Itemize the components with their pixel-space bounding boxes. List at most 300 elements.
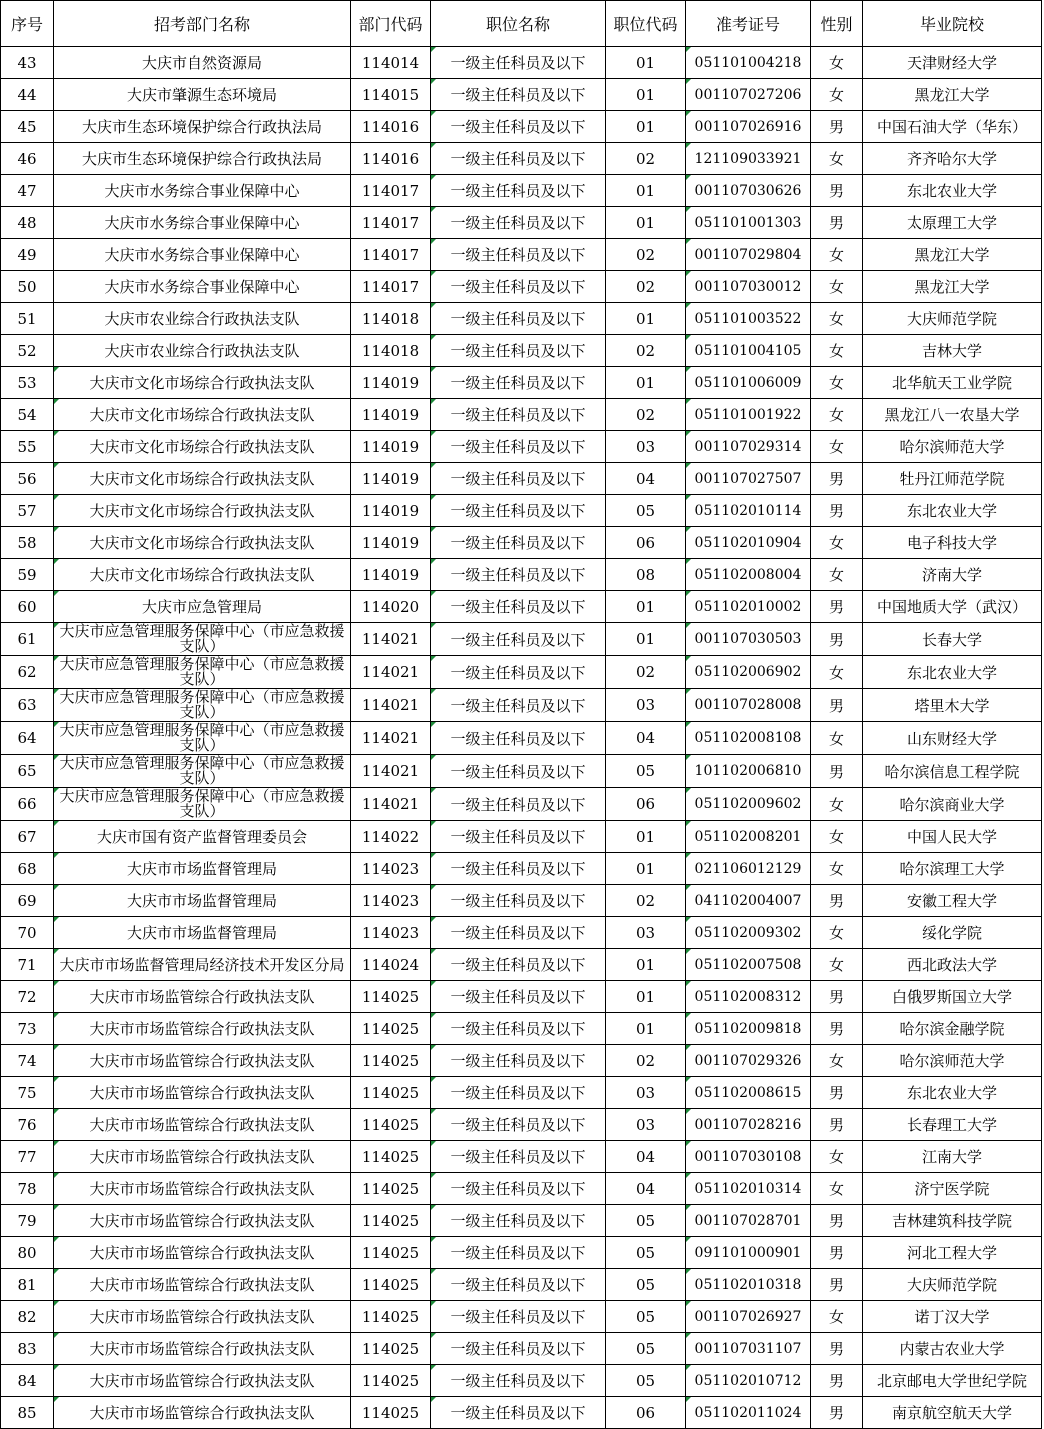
cell-index: 53: [1, 367, 54, 399]
cell-gender: 男: [811, 755, 863, 788]
cell-school: 塔里木大学: [863, 689, 1042, 722]
cell-position: 一级主任科员及以下: [431, 303, 606, 335]
cell-position-code: 01: [606, 623, 686, 656]
table-row: [1, 981, 1042, 1013]
cell-position: 一级主任科员及以下: [431, 917, 606, 949]
table-row: [1, 623, 1042, 656]
cell-department-code: 114014: [351, 47, 431, 79]
cell-department: 大庆市市场监管综合行政执法支队: [54, 1013, 351, 1045]
cell-school: 黑龙江大学: [863, 79, 1042, 111]
cell-department-code: 114017: [351, 239, 431, 271]
table-row: [1, 1269, 1042, 1301]
cell-position: 一级主任科员及以下: [431, 1205, 606, 1237]
table-row: [1, 1333, 1042, 1365]
cell-department-code: 114025: [351, 1205, 431, 1237]
table-row: [1, 271, 1042, 303]
cell-school: 大庆师范学院: [863, 1269, 1042, 1301]
cell-position-code: 04: [606, 1141, 686, 1173]
cell-index: 74: [1, 1045, 54, 1077]
cell-department-code: 114025: [351, 981, 431, 1013]
cell-gender: 男: [811, 175, 863, 207]
cell-school: 长春理工大学: [863, 1109, 1042, 1141]
table-row: [1, 755, 1042, 788]
cell-position: 一级主任科员及以下: [431, 495, 606, 527]
cell-gender: 男: [811, 1269, 863, 1301]
cell-department-text: 大庆市应急管理服务保障中心（市应急救援支队）: [59, 722, 345, 754]
table-row: [1, 463, 1042, 495]
cell-school: 济南大学: [863, 559, 1042, 591]
table-row: [1, 399, 1042, 431]
cell-department: [54, 788, 351, 821]
cell-exam-id: 051102008312: [686, 981, 811, 1013]
cell-position-code: 01: [606, 111, 686, 143]
cell-department-code: 114025: [351, 1333, 431, 1365]
cell-gender: 女: [811, 79, 863, 111]
table-row: [1, 1141, 1042, 1173]
cell-department-code: 114016: [351, 111, 431, 143]
table-row: [1, 788, 1042, 821]
cell-school: 江南大学: [863, 1141, 1042, 1173]
cell-gender: 女: [811, 917, 863, 949]
cell-index: 85: [1, 1397, 54, 1429]
cell-gender: 男: [811, 981, 863, 1013]
cell-department: 大庆市文化市场综合行政执法支队: [54, 399, 351, 431]
cell-position-code: 01: [606, 79, 686, 111]
cell-school: 大庆师范学院: [863, 303, 1042, 335]
cell-exam-id: 051101004105: [686, 335, 811, 367]
cell-index: 84: [1, 1365, 54, 1397]
cell-department-code: 114022: [351, 821, 431, 853]
cell-department: 大庆市肇源生态环境局: [54, 79, 351, 111]
cell-gender: 女: [811, 1173, 863, 1205]
table-row: [1, 1109, 1042, 1141]
cell-position-code: 05: [606, 1205, 686, 1237]
cell-gender: 男: [811, 1365, 863, 1397]
cell-position-code: 02: [606, 335, 686, 367]
cell-gender: 男: [811, 1205, 863, 1237]
cell-position: 一级主任科员及以下: [431, 143, 606, 175]
cell-index: 49: [1, 239, 54, 271]
cell-exam-id: 001107027206: [686, 79, 811, 111]
cell-department-text: 大庆市应急管理服务保障中心（市应急救援支队）: [59, 788, 345, 820]
cell-department-code: 114019: [351, 559, 431, 591]
header-school: 毕业院校: [863, 1, 1042, 47]
cell-gender: 男: [811, 591, 863, 623]
cell-position-code: 05: [606, 1333, 686, 1365]
cell-department: 大庆市文化市场综合行政执法支队: [54, 559, 351, 591]
cell-position-code: 01: [606, 591, 686, 623]
cell-exam-id: 051102009302: [686, 917, 811, 949]
table-row: [1, 949, 1042, 981]
cell-school: 南京航空航天大学: [863, 1397, 1042, 1429]
cell-position: 一级主任科员及以下: [431, 1077, 606, 1109]
table-row: [1, 917, 1042, 949]
cell-exam-id: 051102006902: [686, 656, 811, 689]
cell-department: [54, 689, 351, 722]
cell-exam-id: 001107026916: [686, 111, 811, 143]
cell-index: 67: [1, 821, 54, 853]
cell-gender: 女: [811, 1141, 863, 1173]
cell-department: 大庆市市场监管综合行政执法支队: [54, 981, 351, 1013]
cell-position-code: 01: [606, 1013, 686, 1045]
cell-department-code: 114023: [351, 917, 431, 949]
cell-position: 一级主任科员及以下: [431, 463, 606, 495]
cell-gender: 男: [811, 1237, 863, 1269]
cell-school: 山东财经大学: [863, 722, 1042, 755]
cell-gender: 女: [811, 656, 863, 689]
header-position-code: 职位代码: [606, 1, 686, 47]
cell-position-code: 05: [606, 1365, 686, 1397]
cell-gender: 女: [811, 949, 863, 981]
cell-department: [54, 755, 351, 788]
cell-index: 68: [1, 853, 54, 885]
cell-department-code: 114017: [351, 175, 431, 207]
cell-department: 大庆市农业综合行政执法支队: [54, 303, 351, 335]
cell-position-code: 02: [606, 656, 686, 689]
cell-position: 一级主任科员及以下: [431, 527, 606, 559]
table-row: [1, 335, 1042, 367]
cell-position-code: 08: [606, 559, 686, 591]
cell-position: 一级主任科员及以下: [431, 111, 606, 143]
cell-index: 65: [1, 755, 54, 788]
cell-position: 一级主任科员及以下: [431, 591, 606, 623]
cell-exam-id: 051101001303: [686, 207, 811, 239]
cell-exam-id: 021106012129: [686, 853, 811, 885]
cell-department: 大庆市市场监督管理局: [54, 853, 351, 885]
cell-exam-id: 051102007508: [686, 949, 811, 981]
cell-gender: 女: [811, 303, 863, 335]
cell-position-code: 06: [606, 527, 686, 559]
cell-index: 79: [1, 1205, 54, 1237]
cell-gender: 女: [811, 1045, 863, 1077]
cell-gender: 女: [811, 853, 863, 885]
cell-exam-id: 051102011024: [686, 1397, 811, 1429]
cell-department: 大庆市市场监管综合行政执法支队: [54, 1045, 351, 1077]
table-row: [1, 367, 1042, 399]
cell-school: 哈尔滨信息工程学院: [863, 755, 1042, 788]
header-row: [1, 1, 1042, 47]
cell-position-code: 02: [606, 143, 686, 175]
cell-department: 大庆市市场监管综合行政执法支队: [54, 1141, 351, 1173]
table-row: [1, 207, 1042, 239]
table-row: [1, 853, 1042, 885]
cell-index: 82: [1, 1301, 54, 1333]
cell-position: 一级主任科员及以下: [431, 1013, 606, 1045]
cell-department-text: 大庆市应急管理服务保障中心（市应急救援支队）: [59, 623, 345, 655]
table-row: [1, 559, 1042, 591]
cell-position-code: 04: [606, 463, 686, 495]
cell-department: [54, 722, 351, 755]
cell-department: 大庆市市场监督管理局: [54, 885, 351, 917]
cell-position-code: 02: [606, 399, 686, 431]
cell-department: 大庆市文化市场综合行政执法支队: [54, 367, 351, 399]
cell-position: 一级主任科员及以下: [431, 1173, 606, 1205]
cell-index: 66: [1, 788, 54, 821]
cell-position-code: 02: [606, 239, 686, 271]
cell-department: 大庆市市场监管综合行政执法支队: [54, 1397, 351, 1429]
cell-gender: 女: [811, 47, 863, 79]
header-department: 招考部门名称: [54, 1, 351, 47]
cell-gender: 女: [811, 335, 863, 367]
cell-department-code: 114020: [351, 591, 431, 623]
cell-department-code: 114017: [351, 207, 431, 239]
cell-position-code: 03: [606, 1109, 686, 1141]
cell-school: 北京邮电大学世纪学院: [863, 1365, 1042, 1397]
cell-index: 76: [1, 1109, 54, 1141]
cell-position-code: 02: [606, 1045, 686, 1077]
cell-exam-id: 051102010002: [686, 591, 811, 623]
cell-exam-id: 001107028701: [686, 1205, 811, 1237]
cell-department-code: 114015: [351, 79, 431, 111]
cell-department-code: 114021: [351, 623, 431, 656]
cell-exam-id: 051102008004: [686, 559, 811, 591]
cell-school: 东北农业大学: [863, 656, 1042, 689]
cell-department-code: 114025: [351, 1301, 431, 1333]
cell-school: 牡丹江师范学院: [863, 463, 1042, 495]
cell-gender: 女: [811, 1301, 863, 1333]
cell-gender: 男: [811, 1077, 863, 1109]
cell-position: 一级主任科员及以下: [431, 47, 606, 79]
cell-school: 哈尔滨师范大学: [863, 1045, 1042, 1077]
cell-position: 一级主任科员及以下: [431, 755, 606, 788]
cell-index: 54: [1, 399, 54, 431]
cell-position: 一级主任科员及以下: [431, 1141, 606, 1173]
cell-exam-id: 051102008201: [686, 821, 811, 853]
cell-position-code: 01: [606, 821, 686, 853]
cell-position: 一级主任科员及以下: [431, 207, 606, 239]
cell-department: 大庆市水务综合事业保障中心: [54, 271, 351, 303]
table-row: [1, 885, 1042, 917]
cell-position: 一级主任科员及以下: [431, 656, 606, 689]
cell-department: 大庆市市场监督管理局: [54, 917, 351, 949]
cell-position: 一级主任科员及以下: [431, 853, 606, 885]
cell-exam-id: 041102004007: [686, 885, 811, 917]
cell-school: 河北工程大学: [863, 1237, 1042, 1269]
cell-position-code: 01: [606, 981, 686, 1013]
cell-index: 62: [1, 656, 54, 689]
cell-position-code: 04: [606, 722, 686, 755]
cell-school: 中国石油大学（华东）: [863, 111, 1042, 143]
table-row: [1, 1365, 1042, 1397]
cell-exam-id: 001107030503: [686, 623, 811, 656]
cell-gender: 女: [811, 239, 863, 271]
cell-position-code: 06: [606, 1397, 686, 1429]
cell-department: 大庆市水务综合事业保障中心: [54, 239, 351, 271]
cell-position-code: 01: [606, 367, 686, 399]
cell-school: 东北农业大学: [863, 495, 1042, 527]
cell-gender: 男: [811, 1333, 863, 1365]
cell-gender: 女: [811, 821, 863, 853]
table-row: [1, 175, 1042, 207]
cell-department: 大庆市市场监督管理局经济技术开发区分局: [54, 949, 351, 981]
cell-school: 白俄罗斯国立大学: [863, 981, 1042, 1013]
cell-department: 大庆市市场监管综合行政执法支队: [54, 1269, 351, 1301]
cell-department-code: 114025: [351, 1013, 431, 1045]
cell-school: 黑龙江大学: [863, 271, 1042, 303]
cell-gender: 女: [811, 399, 863, 431]
cell-department: 大庆市农业综合行政执法支队: [54, 335, 351, 367]
cell-school: 哈尔滨金融学院: [863, 1013, 1042, 1045]
cell-index: 60: [1, 591, 54, 623]
cell-gender: 男: [811, 111, 863, 143]
header-index: 序号: [1, 1, 54, 47]
cell-school: 西北政法大学: [863, 949, 1042, 981]
cell-index: 44: [1, 79, 54, 111]
cell-exam-id: 001107029804: [686, 239, 811, 271]
cell-department-code: 114019: [351, 495, 431, 527]
cell-department-code: 114025: [351, 1109, 431, 1141]
cell-position-code: 05: [606, 1301, 686, 1333]
cell-index: 50: [1, 271, 54, 303]
cell-position: 一级主任科员及以下: [431, 885, 606, 917]
cell-exam-id: 001107028216: [686, 1109, 811, 1141]
cell-exam-id: 101102006810: [686, 755, 811, 788]
table-row: [1, 239, 1042, 271]
cell-exam-id: 121109033921: [686, 143, 811, 175]
cell-department-code: 114023: [351, 885, 431, 917]
cell-position: 一级主任科员及以下: [431, 239, 606, 271]
cell-department-code: 114018: [351, 335, 431, 367]
cell-exam-id: 001107028008: [686, 689, 811, 722]
header-gender: 性别: [811, 1, 863, 47]
cell-department: 大庆市生态环境保护综合行政执法局: [54, 111, 351, 143]
cell-exam-id: 051102008108: [686, 722, 811, 755]
cell-school: 太原理工大学: [863, 207, 1042, 239]
cell-position-code: 03: [606, 431, 686, 463]
cell-index: 58: [1, 527, 54, 559]
cell-school: 黑龙江大学: [863, 239, 1042, 271]
cell-gender: 男: [811, 885, 863, 917]
cell-department: 大庆市国有资产监督管理委员会: [54, 821, 351, 853]
cell-position: 一级主任科员及以下: [431, 949, 606, 981]
cell-school: 北华航天工业学院: [863, 367, 1042, 399]
cell-department: 大庆市文化市场综合行政执法支队: [54, 495, 351, 527]
cell-department-code: 114021: [351, 788, 431, 821]
cell-department-code: 114025: [351, 1269, 431, 1301]
cell-position: 一级主任科员及以下: [431, 1045, 606, 1077]
cell-school: 电子科技大学: [863, 527, 1042, 559]
cell-position: 一级主任科员及以下: [431, 271, 606, 303]
cell-exam-id: 001107030626: [686, 175, 811, 207]
cell-index: 75: [1, 1077, 54, 1109]
cell-exam-id: 051102010904: [686, 527, 811, 559]
cell-position-code: 04: [606, 1173, 686, 1205]
cell-exam-id: 051101004218: [686, 47, 811, 79]
cell-position-code: 03: [606, 917, 686, 949]
cell-department: 大庆市市场监管综合行政执法支队: [54, 1173, 351, 1205]
table-row: [1, 689, 1042, 722]
cell-department-code: 114025: [351, 1077, 431, 1109]
cell-department-code: 114021: [351, 755, 431, 788]
cell-department-code: 114016: [351, 143, 431, 175]
cell-exam-id: 051102009818: [686, 1013, 811, 1045]
cell-department-code: 114021: [351, 722, 431, 755]
cell-position-code: 01: [606, 207, 686, 239]
cell-exam-id: 051102009602: [686, 788, 811, 821]
cell-department-code: 114019: [351, 399, 431, 431]
cell-gender: 女: [811, 559, 863, 591]
cell-position-code: 02: [606, 271, 686, 303]
cell-exam-id: 051102010314: [686, 1173, 811, 1205]
cell-index: 56: [1, 463, 54, 495]
cell-school: 内蒙古农业大学: [863, 1333, 1042, 1365]
cell-department-code: 114019: [351, 527, 431, 559]
cell-school: 中国人民大学: [863, 821, 1042, 853]
cell-gender: 男: [811, 495, 863, 527]
cell-exam-id: 051101003522: [686, 303, 811, 335]
cell-exam-id: 051102010114: [686, 495, 811, 527]
table-row: [1, 1045, 1042, 1077]
cell-index: 46: [1, 143, 54, 175]
cell-index: 57: [1, 495, 54, 527]
cell-department-code: 114018: [351, 303, 431, 335]
cell-position-code: 06: [606, 788, 686, 821]
cell-position: 一级主任科员及以下: [431, 981, 606, 1013]
cell-position-code: 02: [606, 885, 686, 917]
cell-department-code: 114023: [351, 853, 431, 885]
table-row: [1, 143, 1042, 175]
cell-position-code: 01: [606, 47, 686, 79]
table-row: [1, 495, 1042, 527]
cell-exam-id: 051101001922: [686, 399, 811, 431]
cell-school: 齐齐哈尔大学: [863, 143, 1042, 175]
table-row: [1, 1237, 1042, 1269]
cell-department-code: 114021: [351, 689, 431, 722]
cell-position: 一级主任科员及以下: [431, 1237, 606, 1269]
cell-gender: 女: [811, 271, 863, 303]
cell-position: 一级主任科员及以下: [431, 821, 606, 853]
cell-index: 77: [1, 1141, 54, 1173]
cell-position: 一级主任科员及以下: [431, 722, 606, 755]
cell-school: 绥化学院: [863, 917, 1042, 949]
cell-position-code: 05: [606, 1269, 686, 1301]
cell-index: 47: [1, 175, 54, 207]
table-row: [1, 79, 1042, 111]
cell-exam-id: 051102010712: [686, 1365, 811, 1397]
cell-exam-id: 001107026927: [686, 1301, 811, 1333]
cell-index: 64: [1, 722, 54, 755]
cell-school: 哈尔滨商业大学: [863, 788, 1042, 821]
cell-department: 大庆市市场监管综合行政执法支队: [54, 1301, 351, 1333]
cell-department-code: 114019: [351, 463, 431, 495]
cell-school: 安徽工程大学: [863, 885, 1042, 917]
cell-position-code: 03: [606, 1077, 686, 1109]
cell-department: 大庆市文化市场综合行政执法支队: [54, 463, 351, 495]
cell-position: 一级主任科员及以下: [431, 1333, 606, 1365]
cell-gender: 女: [811, 143, 863, 175]
cell-department: 大庆市文化市场综合行政执法支队: [54, 431, 351, 463]
cell-department-text: 大庆市应急管理服务保障中心（市应急救援支队）: [59, 755, 345, 787]
header-department-code: 部门代码: [351, 1, 431, 47]
cell-school: 东北农业大学: [863, 1077, 1042, 1109]
cell-gender: 男: [811, 689, 863, 722]
table-row: [1, 1173, 1042, 1205]
cell-position: 一级主任科员及以下: [431, 689, 606, 722]
cell-department: 大庆市市场监管综合行政执法支队: [54, 1365, 351, 1397]
cell-exam-id: 001107031107: [686, 1333, 811, 1365]
cell-position-code: 05: [606, 1237, 686, 1269]
cell-position: 一级主任科员及以下: [431, 367, 606, 399]
table-row: [1, 431, 1042, 463]
table-row: [1, 656, 1042, 689]
cell-index: 63: [1, 689, 54, 722]
cell-exam-id: 051101006009: [686, 367, 811, 399]
cell-gender: 女: [811, 788, 863, 821]
cell-index: 81: [1, 1269, 54, 1301]
cell-school: 东北农业大学: [863, 175, 1042, 207]
cell-gender: 女: [811, 527, 863, 559]
cell-position-code: 05: [606, 755, 686, 788]
